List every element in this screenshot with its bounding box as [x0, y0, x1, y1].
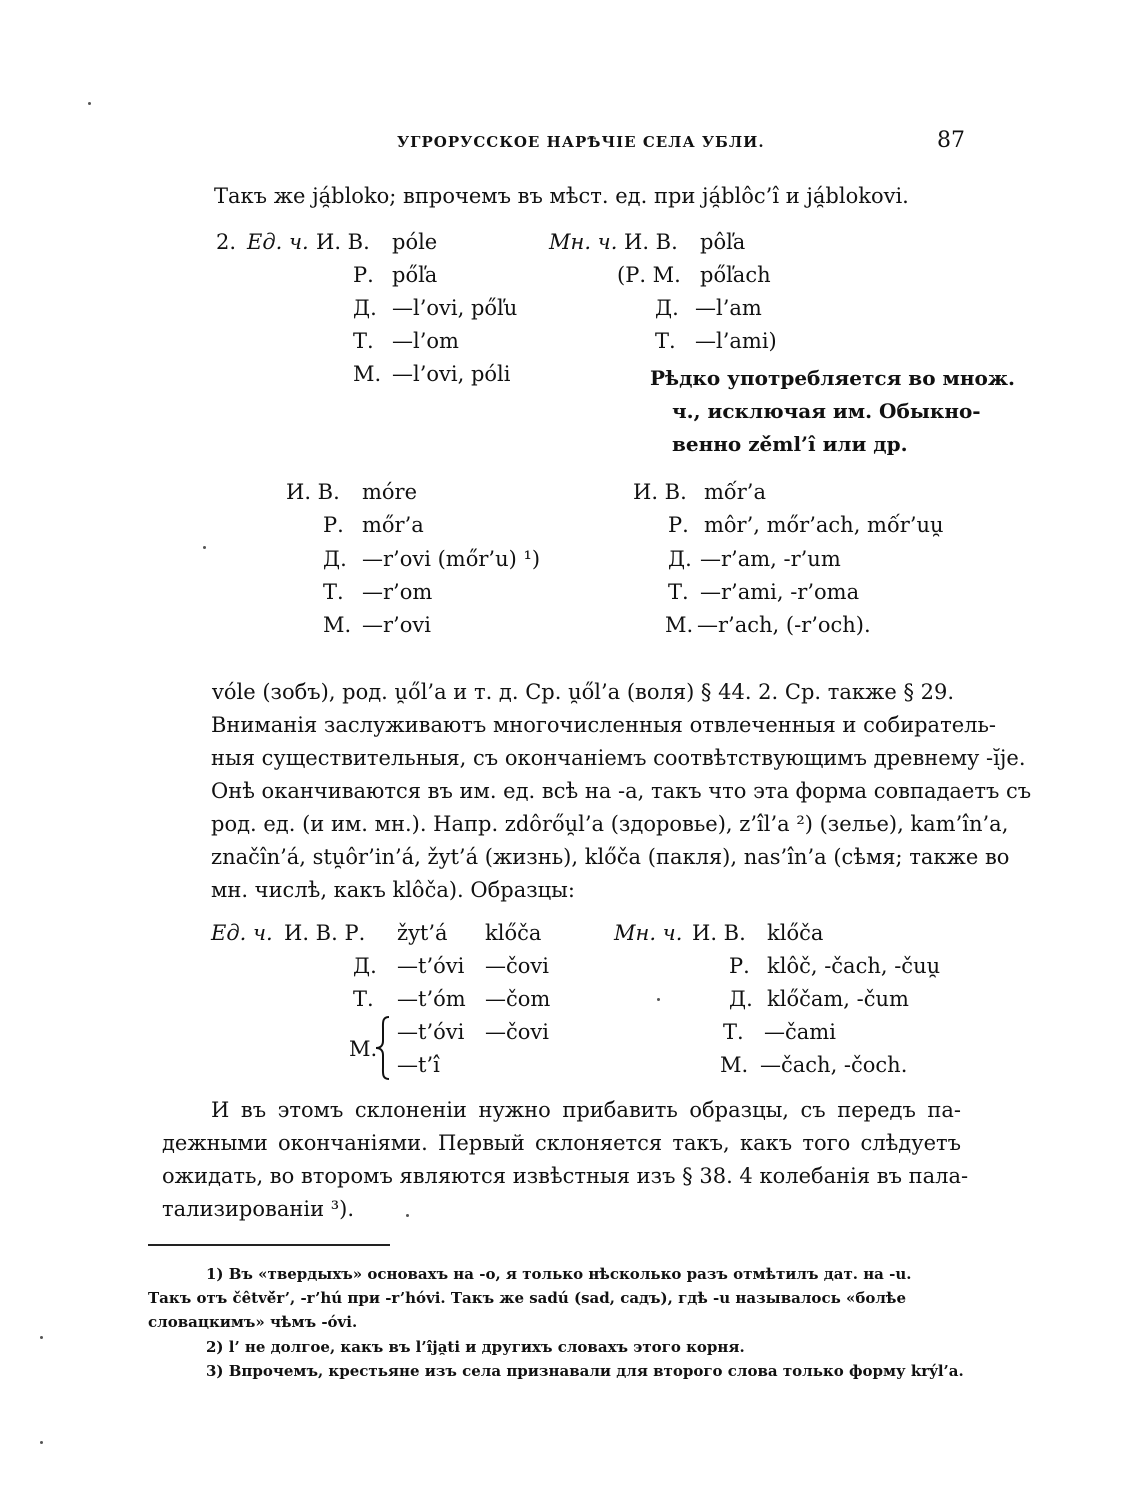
- text-line: И въ этомъ склоненіи нужно прибавить образцы, съ передъ па-: [211, 1098, 961, 1122]
- pole-sg-form: —l’ovi, pőľu: [392, 296, 518, 320]
- plural-label: Мн. ч.: [549, 230, 618, 254]
- kloca-sg-form: —čovi: [485, 954, 549, 978]
- scan-speck: [406, 1214, 409, 1217]
- more-sg-case: М.: [323, 613, 352, 637]
- footnote: словацкимъ» чѣмъ -óvi.: [148, 1313, 358, 1331]
- pole-plural-note: ч., исключая им. Обыкно-: [672, 399, 981, 423]
- text-line: род. ед. (и им. мн.). Напр. zdôrőu̯l’a (здоровье), z’î́l’a ²) (зелье), kam’î́n’a,: [211, 812, 1009, 836]
- page-number: 87: [937, 128, 965, 153]
- scan-speck: [88, 102, 91, 105]
- pole-sg-case: Т.: [353, 329, 374, 353]
- more-sg-case: И. В.: [286, 480, 340, 504]
- kloca-pl-case: Д.: [729, 987, 753, 1011]
- zyta-sg-form: —t’î́: [397, 1053, 440, 1077]
- text-line: дежными окончаніями. Первый склоняется такъ, какъ того слѣдуетъ: [162, 1131, 961, 1155]
- more-pl-form: môr’, mőr’ach, mốr’uu̯: [704, 513, 944, 537]
- more-pl-case: Т.: [668, 580, 689, 604]
- footnote: 2) l’ не долгое, какъ въ l’îja̯ti и другихъ словахъ этого корня.: [206, 1338, 745, 1356]
- pole-pl-case: И. В.: [624, 230, 678, 254]
- footnote: 1) Въ «твердыхъ» основахъ на -о, я только нѣсколько разъ отмѣтилъ дат. на -u.: [206, 1265, 912, 1283]
- zyta-sg-form: —t’óm: [397, 987, 466, 1011]
- scan-speck: [40, 1441, 43, 1444]
- text-line: Вниманія заслуживаютъ многочисленныя отвлеченныя и собиратель-: [211, 713, 996, 737]
- kloca-pl-form: klôč, -čach, -čuu̯: [767, 954, 941, 978]
- more-pl-case: И. В.: [633, 480, 687, 504]
- more-pl-case: Д.: [668, 547, 692, 571]
- text-line: тализированіи ³).: [162, 1197, 355, 1221]
- kloca-pl-form: klőča: [767, 921, 824, 945]
- more-sg-case: Д.: [323, 547, 347, 571]
- plural-label: Мн. ч.: [614, 921, 683, 945]
- pole-sg-case: Д.: [353, 296, 377, 320]
- paragraph-abstract-nouns: [211, 709, 1032, 907]
- pole-sg-form: pőľa: [392, 263, 438, 287]
- pole-pl-form: pőľach: [700, 263, 771, 287]
- kloca-pl-case: Т.: [723, 1020, 744, 1044]
- pole-pl-case: Т.: [655, 329, 676, 353]
- more-pl-form: mốr’a: [704, 480, 766, 504]
- pole-sg-case: Р.: [353, 263, 374, 287]
- more-pl-form: —r’ami, -r’oma: [700, 580, 860, 604]
- more-sg-case: Т.: [323, 580, 344, 604]
- footnote-separator: [148, 1244, 390, 1246]
- singular-label: Ед. ч.: [247, 230, 309, 254]
- pole-sg-case: М.: [353, 362, 382, 386]
- paradigm-number: 2.: [216, 230, 237, 254]
- pole-pl-form: pôľa: [700, 230, 746, 254]
- running-header: УГРОРУССКОЕ НАРѢЧІЕ СЕЛА УБЛИ.: [397, 133, 765, 151]
- more-sg-case: Р.: [323, 513, 344, 537]
- kloca-sg-form: —čom: [485, 987, 551, 1011]
- footnote: Такъ отъ čêtvě́r’, -r’hú при -r’hóvi. Такъ же sadú (sad, садъ), гдѣ -u называлось «болѣе: [148, 1289, 907, 1307]
- curly-brace: [374, 1015, 392, 1081]
- pole-sg-case: И. В.: [316, 230, 370, 254]
- intro-line: Такъ же já̯bloko; впрочемъ въ мѣст. ед. при já̯blôc’î и já̯blokovi.: [214, 184, 909, 208]
- kloca-pl-case: И. В.: [692, 921, 746, 945]
- text-line: ожидать, во второмъ являются извѣстныя изъ § 38. 4 колебанія въ пала-: [162, 1164, 969, 1188]
- more-pl-case: М.: [665, 613, 694, 637]
- more-pl-case: Р.: [668, 513, 689, 537]
- more-pl-form: —r’ach, (-r’och).: [697, 613, 871, 637]
- pole-pl-form: —l’ami): [695, 329, 777, 353]
- kloca-sg-form: —čovi: [485, 1020, 549, 1044]
- more-sg-form: móre: [362, 480, 418, 504]
- zyta-sg-case: И. В. Р.: [284, 921, 366, 945]
- pole-sg-form: póle: [392, 230, 438, 254]
- kloca-pl-case: М.: [720, 1053, 749, 1077]
- more-sg-form: —r’om: [362, 580, 433, 604]
- pole-sg-form: —l’om: [392, 329, 459, 353]
- text-line: ныя существительныя, съ окончаніемъ соотвѣтствующимъ древнему -ĭje.: [211, 746, 1026, 770]
- kloca-pl-form: klőčam, -čum: [767, 987, 909, 1011]
- more-sg-form: —r’ovi (mőr’u) ¹): [362, 547, 541, 571]
- zyta-sg-case: Т.: [353, 987, 374, 1011]
- more-sg-form: mőr’a: [362, 513, 424, 537]
- kloca-pl-case: Р.: [729, 954, 750, 978]
- zyta-sg-case: М.: [349, 1037, 378, 1061]
- kloca-sg-form: klőča: [485, 921, 542, 945]
- more-sg-form: —r’ovi: [362, 613, 431, 637]
- kloca-pl-form: —čach, -čoch.: [760, 1053, 908, 1077]
- pole-pl-form: —l’am: [695, 296, 762, 320]
- more-pl-form: —r’am, -r’um: [700, 547, 841, 571]
- text-line: мн. числѣ, какъ klôča). Образцы:: [211, 878, 575, 902]
- pole-plural-note: Рѣдко употребляется во множ.: [650, 366, 1016, 390]
- text-line: značîn’á, stu̯ôr’in’á, žyt’á (жизнь), klőča (пакля), nas’î́n’a (сѣмя; также во: [211, 845, 1010, 869]
- paragraph-palatalization: [162, 1094, 969, 1226]
- kloca-pl-form: —čami: [764, 1020, 836, 1044]
- scan-speck: [203, 546, 206, 549]
- zyta-sg-form: —t’óvi: [397, 954, 465, 978]
- scan-speck: [657, 998, 660, 1001]
- zyta-sg-form: —t’óvi: [397, 1020, 465, 1044]
- pole-pl-case: Д.: [655, 296, 679, 320]
- text-line: Онѣ оканчиваются въ им. ед. всѣ на -а, такъ что эта форма совпадаетъ съ: [211, 779, 1032, 803]
- zyta-sg-form: žyt’á: [397, 921, 448, 945]
- pole-pl-case: (Р. М.: [617, 263, 681, 287]
- pole-sg-form: —l’ovi, póli: [392, 362, 511, 386]
- pole-plural-note: венно zě́ml’î или др.: [672, 432, 908, 456]
- scan-speck: [40, 1336, 43, 1339]
- singular-label: Ед. ч.: [211, 921, 273, 945]
- vole-line: vóle (зобъ), род. u̯ől’a и т. д. Ср. u̯ől’a (воля) § 44. 2. Ср. также § 29.: [212, 680, 955, 704]
- footnote: 3) Впрочемъ, крестьяне изъ села признавали для второго слова только форму krýl’a.: [206, 1362, 964, 1380]
- zyta-sg-case: Д.: [353, 954, 377, 978]
